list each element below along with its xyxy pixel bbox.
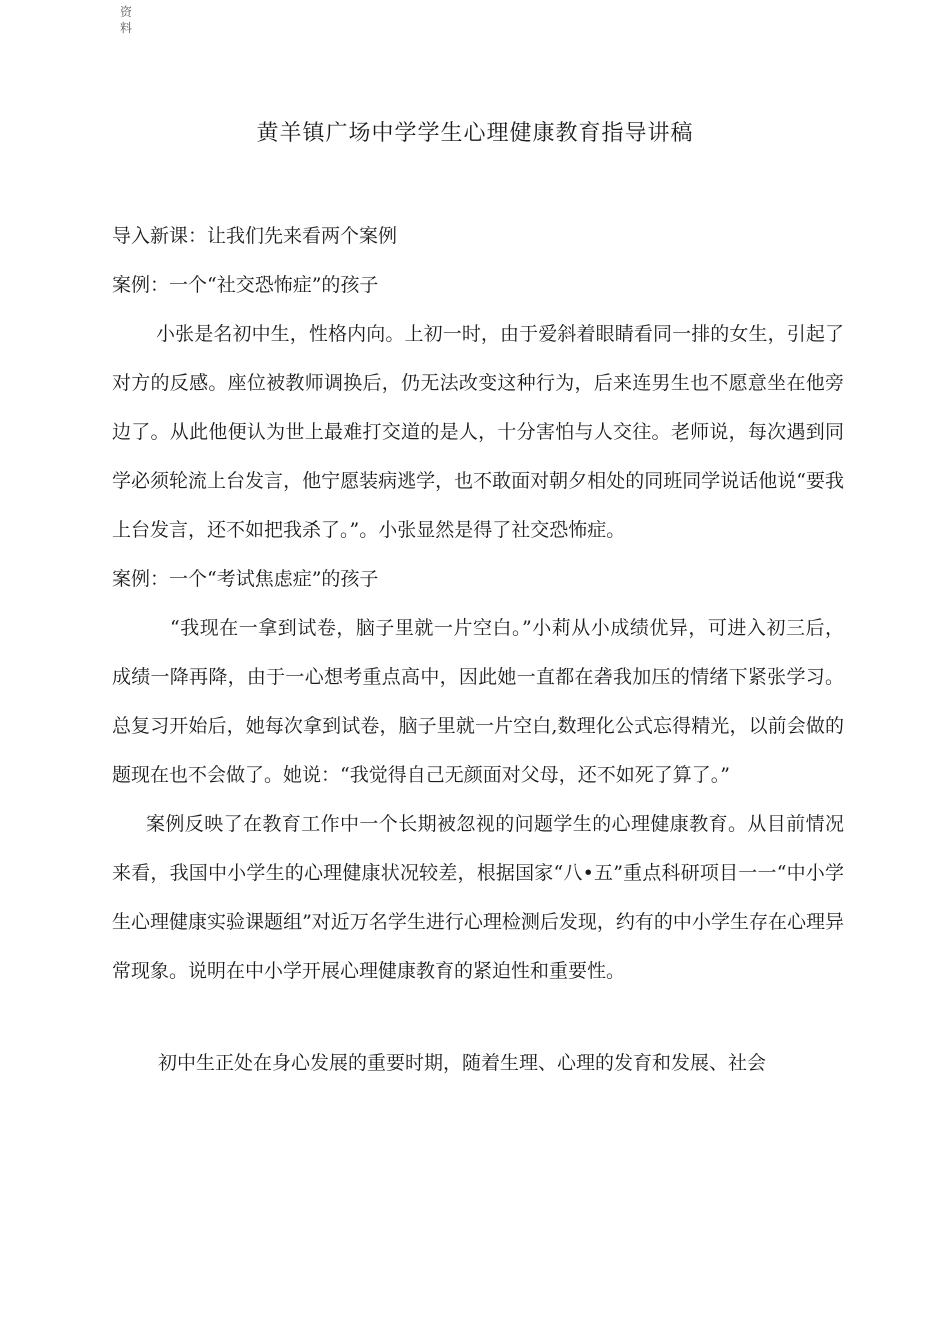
next-paragraph: 初中生正处在身心发展的重要时期，随着生理、心理的发育和发展、社会 — [158, 1052, 767, 1074]
document-title: 黄羊镇广场中学学生心理健康教育指导讲稿 — [256, 121, 694, 146]
case2-heading: 案例：一个“考试焦虑症”的孩子 — [112, 568, 379, 590]
document-body — [112, 212, 844, 1088]
intro-line: 导入新课：让我们先来看两个案例 — [112, 225, 398, 247]
analysis-paragraph: 案例反映了在教育工作中一个长期被忽视的问题学生的心理健康教育。从目前情况来看，我国中小学生的心理健康状况较差，根据国家“八•五”重点科研项目一一“中小学生心理健康实验课题组”对近万名学生进行心理检测后发现，约有的中小学生存在心理异常现象。说明在中小学开展心理健康教育的紧迫性和重要性。 — [112, 813, 844, 982]
case1-heading: 案例：一个“社交恐怖症”的孩子 — [112, 274, 379, 296]
corner-label: 资 料 — [119, 5, 132, 35]
case1-paragraph: 小张是名初中生，性格内向。上初一时，由于爱斜着眼睛看同一排的女生，引起了对方的反感。座位被教师调换后，仍无法改变这种行为，后来连男生也不愿意坐在他旁边了。从此他便认为世上最难打交道的是人，十分害怕与人交往。老师说，每次遇到同学必须轮流上台发言，他宁愿装病逃学，也不敢面对朝夕相处的同班同学说话他说“要我上台发言，还不如把我杀了。”。小张显然是得了社交恐怖症。 — [112, 323, 844, 541]
case2-paragraph: “我现在一拿到试卷，脑子里就一片空白。”小莉从小成绩优异，可进入初三后，成绩一降再降，由于一心想考重点高中，因此她一直都在砻我加压的情绪下紧张学习。总复习开始后，她每次拿到试卷，脑子里就一片空白,数理化公式忘得精光，以前会做的题现在也不会做了。她说：“我觉得自己无颜面对父母，还不如死了算了。” — [112, 617, 844, 786]
